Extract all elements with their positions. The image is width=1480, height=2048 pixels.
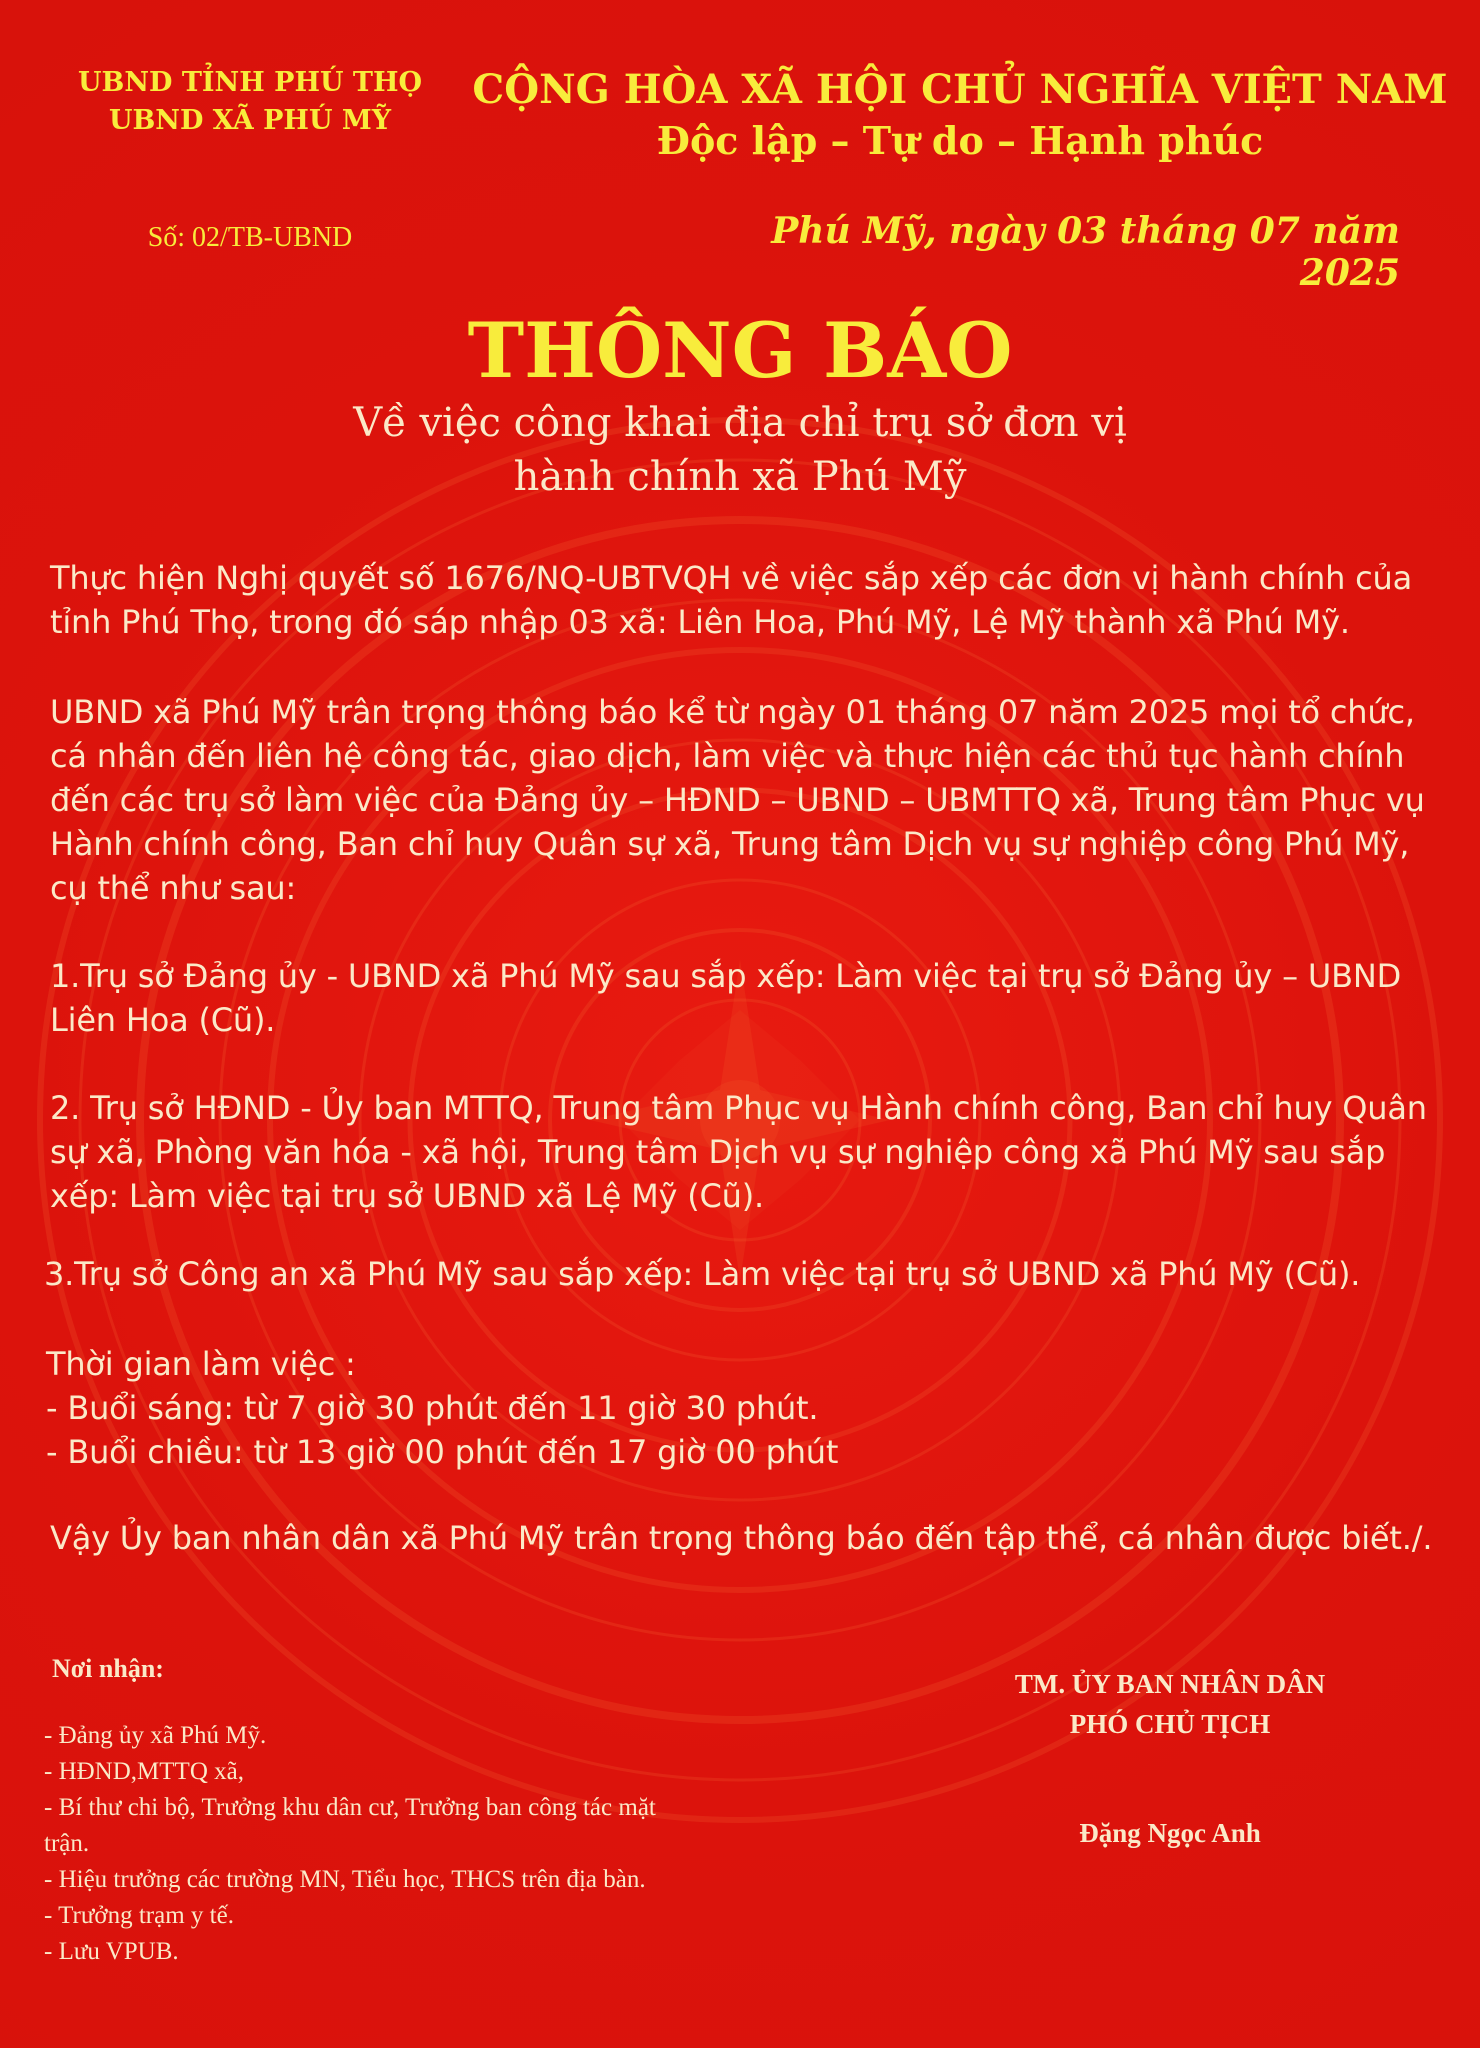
recipients-title: Nơi nhận: [52,1654,164,1683]
item-council-office: 2. Trụ sở HĐND - Ủy ban MTTQ, Trung tâm Phục vụ Hành chính công, Ban chỉ huy Quân sự xã, Phòng văn hóa - xã hội, Trung tâm Dịch vụ sự nghiệp công xã Phú Mỹ sau sắp xếp: Làm việc tại trụ sở UBND xã Lệ Mỹ (Cũ). [50,1089,1427,1215]
hours-afternoon: - Buổi chiều: từ 13 giờ 00 phút đến 17 giờ 00 phút [46,1433,839,1471]
hours-morning: - Buổi sáng: từ 7 giờ 30 phút đến 11 giờ 30 phút. [46,1389,819,1427]
subtitle-line-2: hành chính xã Phú Mỹ [513,454,967,500]
agency-province: UBND TỈNH PHÚ THỌ [77,67,423,98]
item-police-office: 3.Trụ sở Công an xã Phú Mỹ sau sắp xếp: Làm việc tại trụ sở UBND xã Phú Mỹ (Cũ). [44,1255,1361,1293]
recipients-list [44,1718,664,1970]
signer-name: Đặng Ngọc Anh [1079,1818,1261,1848]
signature-title: TM. ỦY BAN NHÂN DÂN [1014,1669,1326,1699]
page-title: THÔNG BÁO [467,306,1013,395]
working-hours [46,1342,1446,1474]
subtitle-line-1: Về việc công khai địa chỉ trụ sở đơn vị [353,400,1127,446]
notice-subtitle [200,396,1280,504]
republic-title: CỘNG HÒA XÃ HỘI CHỦ NGHĨA VIỆT NAM [472,66,1448,113]
signature-block [960,1664,1380,1744]
agency-commune: UBND XÃ PHÚ MỸ [108,105,392,136]
dateline: Phú Mỹ, ngày 03 tháng 07 năm 2025 [771,210,1400,294]
hours-title: Thời gian làm việc : [46,1345,356,1383]
paragraph-resolution: Thực hiện Nghị quyết số 1676/NQ-UBTVQH về việc sắp xếp các đơn vị hành chính của tỉnh Phú Thọ, trong đó sáp nhập 03 xã: Liên Hoa, Phú Mỹ, Lệ Mỹ thành xã Phú Mỹ. [50,559,1413,641]
recipient-item: - Lưu VPUB. [44,1938,179,1965]
closing-paragraph: Vậy Ủy ban nhân dân xã Phú Mỹ trân trọng thông báo đến tập thể, cá nhân được biết./. [50,1519,1433,1557]
recipient-item: - HĐND,MTTQ xã, [44,1758,244,1785]
recipient-item: - Hiệu trưởng các trường MN, Tiểu học, THCS trên địa bàn. [44,1866,646,1893]
recipient-item: - Bí thư chi bộ, Trưởng khu dân cư, Trưởng ban công tác mặt trận. [44,1794,656,1857]
agency-header [60,64,440,140]
national-motto: Độc lập – Tự do – Hạnh phúc [656,118,1264,163]
signature-position: PHÓ CHỦ TỊCH [1069,1709,1271,1739]
recipient-item: - Đảng ủy xã Phú Mỹ. [44,1722,267,1749]
item-party-office: 1.Trụ sở Đảng ủy - UBND xã Phú Mỹ sau sắp xếp: Làm việc tại trụ sở Đảng ủy – UBND Liên Hoa (Cũ). [50,957,1402,1039]
paragraph-announcement: UBND xã Phú Mỹ trân trọng thông báo kể từ ngày 01 tháng 07 năm 2025 mọi tổ chức, cá nhân đến liên hệ công tác, giao dịch, làm việc và thực hiện các thủ tục hành chính đến các trụ sở làm việc của Đảng ủy – HĐND – UBND – UBMTTQ xã, Trung tâm Phục vụ Hành chính công, Ban chỉ huy Quân sự xã, Trung tâm Dịch vụ sự nghiệp công Phú Mỹ, cụ thể như sau: [50,693,1425,907]
recipient-item: - Trưởng trạm y tế. [44,1902,234,1929]
document-number: Số: 02/TB-UBND [147,222,353,253]
